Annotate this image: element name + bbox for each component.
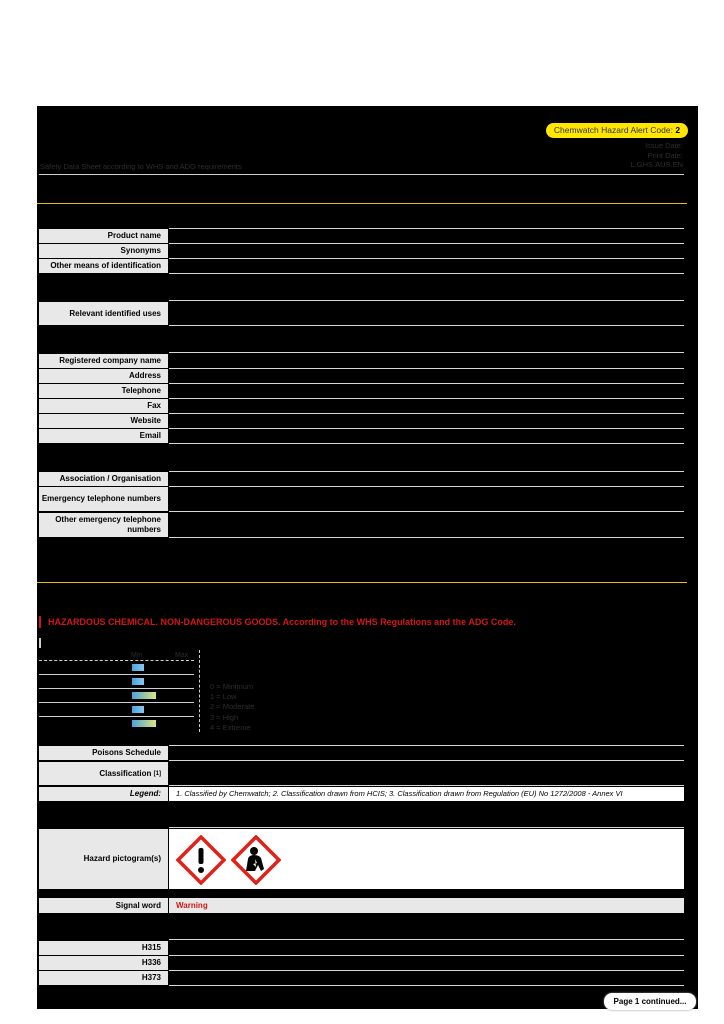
website-label: Website [39, 414, 168, 428]
synonyms-value [169, 244, 684, 259]
risk-level-bar [132, 678, 144, 685]
hazard-statement-text [169, 956, 684, 971]
classification-value [169, 762, 684, 786]
risk-level-4: 4 = Extreme [210, 722, 251, 732]
other-means-value [169, 259, 684, 274]
print-date-label: Print Date: [647, 150, 683, 160]
signal-word-label: Signal word [39, 898, 168, 913]
risk-level-bar [132, 706, 144, 713]
classification-label [39, 762, 168, 785]
other-means-label: Other means of identification [39, 259, 168, 273]
email-label: Email [39, 429, 168, 443]
risk-level-1: 1 = Low [210, 692, 237, 702]
row-top-rule [169, 939, 684, 940]
section-divider [37, 203, 687, 204]
fax-value [169, 399, 684, 414]
telephone-value [169, 384, 684, 399]
document-meta [630, 141, 683, 170]
classification-text: Classification [99, 768, 152, 778]
hazard-statement-code: H315 [39, 941, 168, 955]
hazard-alert-label: Chemwatch Hazard Alert Code: [553, 125, 673, 135]
risk-table-header-rule [39, 660, 194, 661]
risk-row-rule [39, 674, 194, 675]
hazard-classification-title: HAZARDOUS CHEMICAL. NON-DANGEROUS GOODS. According to the WHS Regulations and the ADG Code. [39, 616, 516, 628]
company-name-label: Registered company name [39, 354, 168, 368]
hazard-statement-code: H336 [39, 956, 168, 970]
issue-date-label: Issue Date: [645, 141, 683, 150]
synonyms-label: Synonyms [39, 244, 168, 258]
fax-label: Fax [39, 399, 168, 413]
hazard-pictogram-label: Hazard pictogram(s) [39, 829, 168, 889]
website-value [169, 414, 684, 429]
row-top-rule [169, 827, 684, 828]
risk-level-bar [132, 664, 144, 671]
row-top-rule [169, 300, 684, 301]
risk-level-2: 2 = Moderate [210, 702, 255, 712]
emergency-phone-label: Emergency telephone numbers [39, 487, 168, 511]
hazard-statement-code: H373 [39, 971, 168, 985]
other-emergency-phone-label: Other emergency telephone numbers [39, 513, 168, 537]
hazard-pictograms [169, 829, 684, 889]
risk-table-separator [199, 650, 200, 732]
relevant-uses-label: Relevant identified uses [39, 302, 168, 325]
hazard-alert-badge [546, 123, 688, 138]
subsection-marker [39, 638, 41, 648]
association-value [169, 472, 684, 487]
company-name-value [169, 354, 684, 369]
document-code: L.GHS.AUS.EN [630, 160, 683, 169]
association-label: Association / Organisation [39, 472, 168, 486]
risk-min-label: Min [131, 652, 143, 659]
exclamation-mark-icon [176, 835, 226, 885]
poisons-schedule-value [169, 746, 684, 761]
risk-level-0: 0 = Minimum [210, 682, 254, 691]
risk-scale-legend [210, 682, 254, 733]
risk-level-3: 3 = High [210, 712, 239, 722]
email-value [169, 429, 684, 444]
classification-ref: [1] [153, 770, 161, 777]
signal-word-value: Warning [169, 898, 684, 913]
section-divider [37, 582, 687, 583]
risk-level-bar [132, 720, 156, 727]
address-value [169, 369, 684, 384]
relevant-uses-value [169, 302, 684, 326]
legend-label: Legend: [39, 787, 168, 801]
row-top-rule [169, 352, 684, 353]
telephone-label: Telephone [39, 384, 168, 398]
poisons-schedule-label: Poisons Schedule [39, 746, 168, 760]
other-emergency-phone-value [169, 513, 684, 538]
address-label: Address [39, 369, 168, 383]
risk-row-rule [39, 702, 194, 703]
hazard-alert-code: 2 [675, 125, 681, 135]
sds-subtitle: Safety Data Sheet according to WHS and ADG requirements [40, 162, 242, 171]
product-name-value [169, 229, 684, 244]
health-hazard-icon [231, 835, 281, 885]
hazard-statement-text [169, 941, 684, 956]
page-continued-button[interactable]: Page 1 continued... [604, 993, 696, 1010]
risk-level-bar [132, 692, 156, 699]
risk-max-label: Max [175, 652, 189, 659]
header-divider [39, 174, 684, 175]
emergency-phone-value [169, 487, 684, 512]
legend-text: 1. Classified by Chemwatch; 2. Classification drawn from HCIS; 3. Classification drawn from Regulation (EU) No 1272/2008 - Annex VI [169, 787, 684, 801]
risk-row-rule [39, 716, 194, 717]
product-name-label: Product name [39, 229, 168, 243]
hazard-statement-text [169, 971, 684, 986]
risk-row-rule [39, 688, 194, 689]
